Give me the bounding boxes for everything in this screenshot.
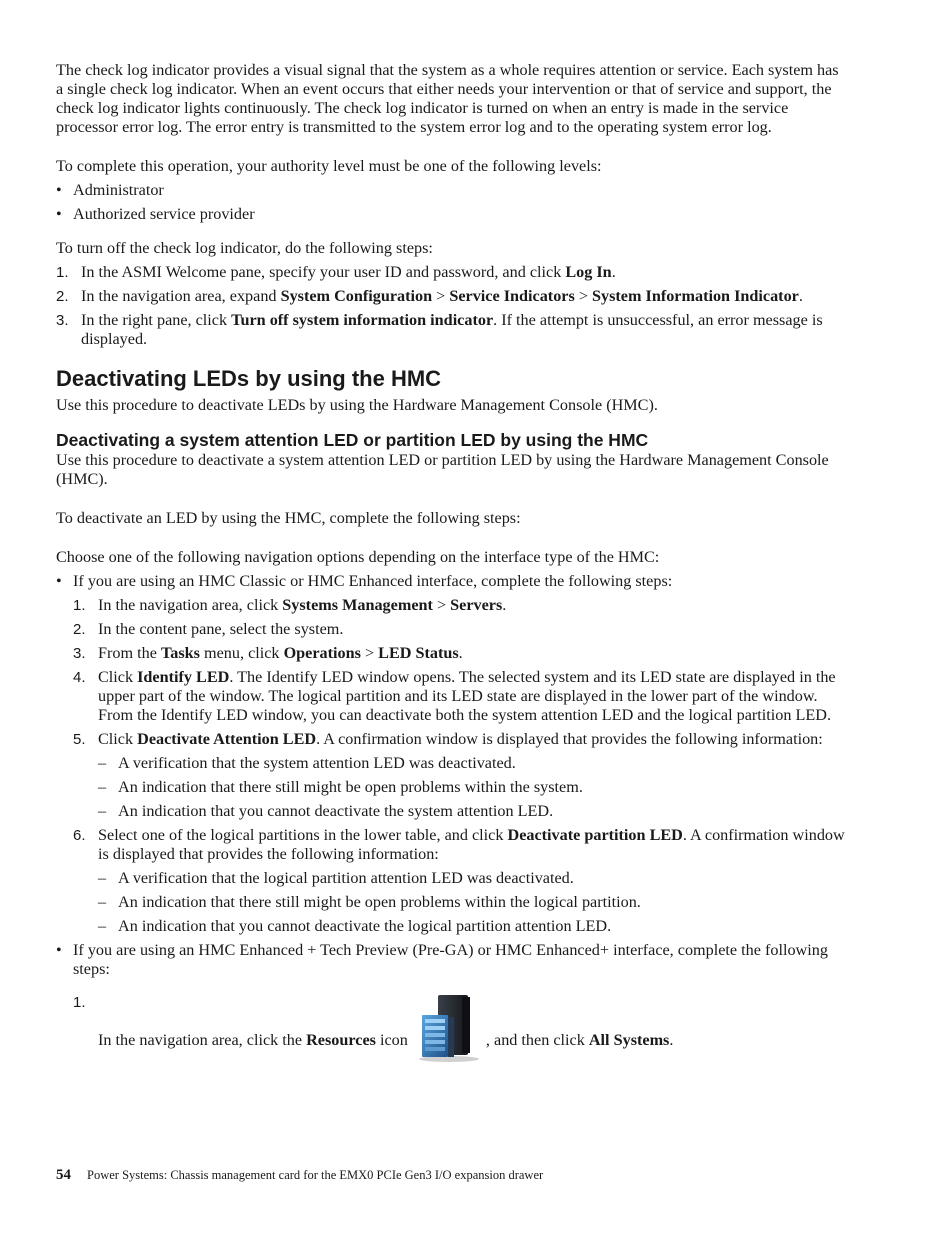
- list-item: – An indication that there still might be open problems within the system.: [98, 778, 583, 796]
- list-item: – An indication that there still might be open problems within the logical partition.: [98, 893, 641, 911]
- page-footer: [56, 1166, 543, 1185]
- section-description: Use this procedure to deactivate LEDs by using the Hardware Management Console (HMC).: [56, 396, 658, 414]
- navigation-options-paragraph: Choose one of the following navigation options depending on the interface type of the HMC:: [56, 548, 660, 566]
- list-item: • Authorized service provider: [56, 205, 255, 223]
- confirmation-info-list: [98, 754, 846, 821]
- list-item-classic: • If you are using an HMC Classic or HMC Enhanced interface, complete the following steps: 1. In the navigation area, click Systems Management > Servers. 2. In the content pane, select the system. 3. From the Tasks menu, click Operations > LED Status. 4. Click Identify LED. The Identify LED window opens. The selected system and its LED state are displayed in the upper part of the window. The logical partition and its LED state are displayed in the lower part of the window. From the Identify LED window, you can deactivate both the system attention LED and the logical partition LED. 5. Click Deactivate Attention LED. A confirmation window is displayed that provides the following information: – A verification that the system attention LED was deactivated. – An indication that there still might be open problems within the system. – An indication that you cannot deactivate the system attention LED. 6. Select one of the logical partitions in the lower table, and click Deactivate partition LED. A confirmation window is displayed that provides the following information: – A verification that the logical partition attention LED was deactivated. – An indication that there still might be open problems within the logical partition. – An indication that you cannot deactivate the logical partition attention LED.: [56, 572, 845, 935]
- list-item: • Administrator: [56, 181, 164, 199]
- deactivate-paragraph: To deactivate an LED by using the HMC, complete the following steps:: [56, 509, 521, 527]
- turn-off-paragraph: To turn off the check log indicator, do the following steps:: [56, 239, 433, 257]
- authority-list: [56, 181, 846, 224]
- authority-paragraph: To complete this operation, your authority level must be one of the following levels:: [56, 157, 602, 175]
- list-item-enhanced: • If you are using an HMC Enhanced + Tech Preview (Pre-GA) or HMC Enhanced+ interface, complete the following steps: 1. In the navigation area, click the Resources icon , and then click All Systems.: [56, 941, 846, 1068]
- document-title: Power Systems: Chassis management card for the EMX0 PCIe Gen3 I/O expansion drawer: [87, 1168, 544, 1182]
- list-item: – An indication that you cannot deactivate the logical partition attention LED.: [98, 917, 612, 935]
- step-item: 1. In the ASMI Welcome pane, specify your user ID and password, and click Log In.: [56, 263, 616, 281]
- step-item: 6. Select one of the logical partitions in the lower table, and click Deactivate partition LED. A confirmation window is displayed that provides the following information: – A verification that the logical partition attention LED was deactivated. – An indication that there still might be open problems within the logical partition. – An indication that you cannot deactivate the logical partition attention LED.: [73, 826, 845, 935]
- subsection-description: Use this procedure to deactivate a system attention LED or partition LED by using the Hardware Management Console (HMC).: [56, 451, 829, 488]
- step-item: 5. Click Deactivate Attention LED. A confirmation window is displayed that provides the following information: – A verification that the system attention LED was deactivated. – An indication that there still might be open problems within the system. – An indication that you cannot deactivate the system attention LED.: [73, 730, 846, 821]
- list-item: – A verification that the system attention LED was deactivated.: [98, 754, 516, 772]
- interface-options-list: [56, 572, 846, 1068]
- page-body: [56, 61, 846, 1073]
- step-item: 3. In the right pane, click Turn off system information indicator. If the attempt is unsuccessful, an error message is displayed.: [56, 311, 823, 348]
- step-item: 2. In the content pane, select the system.: [73, 620, 344, 638]
- server-rack-icon: [416, 993, 482, 1068]
- check-log-steps: [56, 263, 846, 349]
- confirmation-info-list: [98, 869, 846, 936]
- step-item: 2. In the navigation area, expand System Configuration > Service Indicators > System Information Indicator.: [56, 287, 803, 305]
- intro-paragraph: The check log indicator provides a visual signal that the system as a whole requires attention or service. Each system has a single check log indicator. When an event occurs that either needs your intervention or that of service and support, the check log indicator lights continuously. The check log indicator is turned on when an entry is made in the service processor error log. The error entry is transmitted to the system error log and to the operating system error log.: [56, 61, 839, 136]
- step-item: 1. In the navigation area, click the Resources icon , and then click All Systems.: [73, 993, 846, 1068]
- page-number: 54: [56, 1167, 71, 1183]
- enhanced-steps: [73, 993, 846, 1068]
- step-item: 1. In the navigation area, click Systems Management > Servers.: [73, 596, 507, 614]
- section-heading: Deactivating LEDs by using the HMC: [56, 366, 442, 391]
- list-item: – An indication that you cannot deactivate the system attention LED.: [98, 802, 554, 820]
- step-item: 4. Click Identify LED. The Identify LED window opens. The selected system and its LED state are displayed in the upper part of the window. The logical partition and its LED state are displayed in the lower part of the window. From the Identify LED window, you can deactivate both the system attention LED and the logical partition LED.: [73, 668, 836, 724]
- subsection-heading: Deactivating a system attention LED or partition LED by using the HMC: [56, 430, 649, 450]
- classic-steps: [73, 596, 846, 936]
- list-item: – A verification that the logical partition attention LED was deactivated.: [98, 869, 574, 887]
- step-item: 3. From the Tasks menu, click Operations > LED Status.: [73, 644, 463, 662]
